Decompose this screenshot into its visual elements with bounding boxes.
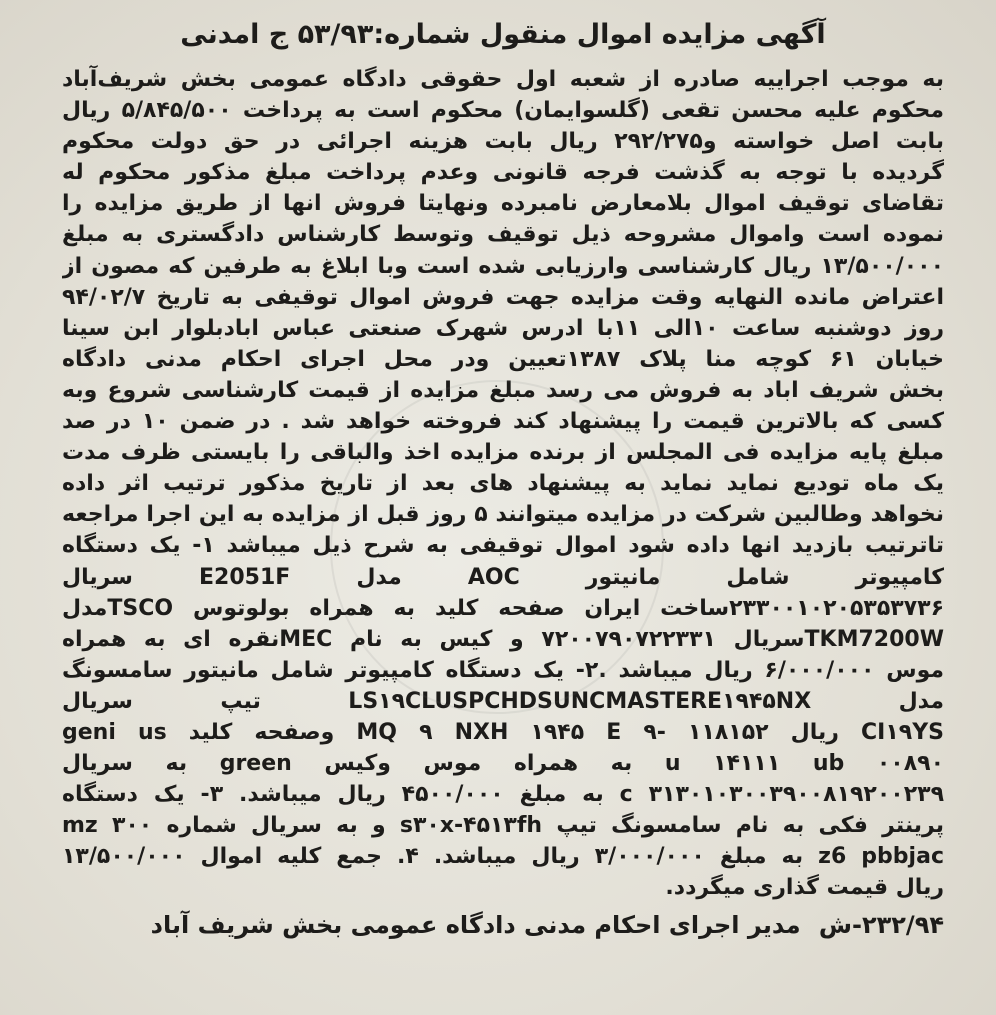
body-line: محکوم علیه محسن تقعی (گلسوایمان) محکوم است به پرداخت ۵/۸۴۵/۵۰۰ ریال	[62, 98, 944, 124]
body-line: تاترتیب بازدید انها داده شود اموال توقیفی به شرح ذیل میباشد ۱- یک دستگاه	[62, 533, 944, 559]
body-line: مبلغ پایه مزایده فی المجلس از برنده مزایده اخذ والباقی را بایستی ظرف مدت	[62, 440, 944, 466]
body-line: اعتراض مانده النهایه وقت مزایده جهت فروش اموال توقیفی به تاریخ ۹۴/۰۲/۷	[62, 284, 944, 310]
body-line: خیابان ۶۱ کوچه منا پلاک ۱۳۸۷تعیین ودر محل اجرای احکام مدنی دادگاه	[62, 346, 944, 372]
notice-footer	[62, 908, 944, 942]
body-line: کامپیوتر شامل مانیتور AOC مدل E2051F سریال	[62, 564, 944, 590]
body-line: ۱۳/۵۰۰/۰۰۰ ریال کارشناسی وارزیابی شده است وبا ابلاغ به طرفین که مصون از	[62, 253, 944, 279]
body-line: CI۱۹YS ریال ۱۱۸۱۵۲ -۹ MQ ۹ NXH ۱۹۴۵ E وصفحه کلید geni us	[62, 719, 944, 745]
notice-title: آگهی مزایده اموال منقول شماره:۵۳/۹۳ ج امدنی	[180, 19, 826, 50]
body-line: ۲۳۳۰۰۱۰۲۰۵۳۵۳۷۳۶ساخت ایران صفحه کلید به همراه بولوتوس TSCOمدل	[62, 595, 944, 621]
body-line: ۰۰۸۹۰ u ۱۴۱۱۱ ub به همراه موس وکیس green به سریال	[62, 751, 944, 777]
body-line: ریال قیمت گذاری میگردد.	[665, 875, 944, 901]
footer-signature: مدیر اجرای احکام مدنی دادگاه عمومی بخش شریف آباد	[150, 910, 801, 939]
body-line: c ۳۱۳۰۱۰۳۰۰۳۹۰۰۸۱۹۲۰۰۲۳۹ به مبلغ ۴۵۰۰/۰۰۰ ریال میباشد. ۳- یک دستگاه	[62, 782, 944, 808]
body-line: مدل LS۱۹CLUSPCHDSUNCMASTERE۱۹۴۵NX تیپ سریال	[62, 688, 944, 714]
body-line: z6 pbbjac به مبلغ ۳/۰۰۰/۰۰۰ ریال میباشد. ۴. جمع کلیه اموال ۱۳/۵۰۰/۰۰۰	[62, 844, 944, 870]
body-line: گردیده با توجه به گذشت فرجه قانونی وعدم پرداخت مبلغ مذکور محکوم له	[62, 160, 944, 186]
body-line: بخش شریف اباد به فروش می رسد مبلغ مزایده از قیمت کارشناسی شروع وبه	[62, 377, 944, 403]
body-line: TKM7200Wسریال ۷۲۰۰۷۹۰۷۲۲۳۳۱ و کیس به نام MECنقره ای به همراه	[62, 626, 944, 652]
body-line: بابت اصل خواسته و۲۹۲/۲۷۵ ریال بابت هزینه اجرائی در حق دولت محکوم	[62, 129, 944, 155]
body-line: کسی که بالاترین قیمت را پیشنهاد کند فروخته خواهد شد . در ضمن ۱۰ در صد	[62, 409, 944, 435]
body-line: تقاضای توقیف اموال بلامعارض نامبرده ونهایتا فروش انها از طریق مزایده را	[62, 191, 944, 217]
notice-body	[62, 64, 944, 904]
footer-code: ۲۳۲/۹۴-ش	[818, 910, 944, 939]
body-line: روز دوشنبه ساعت ۱۰الی ۱۱با ادرس شهرک صنعتی عباس ابادبلوار ابن سینا	[62, 315, 944, 341]
body-line: یک ماه تودیع نماید نماید به پیشنهاد های بعد از تاریخ مذکور ترتیب اثر داده	[62, 471, 944, 497]
body-line: پرینتر فکی به نام سامسونگ تیپ s۳۰x-۴۵۱۳fh و به سریال شماره mz ۳۰۰	[62, 813, 944, 839]
body-line: نخواهد وطالبین شرکت در مزایده میتوانند ۵ روز قبل از مزایده به این اجرا مراجعه	[62, 502, 944, 528]
body-line: به موجب اجراییه صادره از شعبه اول حقوقی دادگاه عمومی بخش شریف‌آباد	[62, 67, 944, 92]
body-line: موس ۶/۰۰۰/۰۰۰ ریال میباشد .۲- یک دستگاه کامپیوتر شامل مانیتور سامسونگ	[62, 657, 944, 683]
body-line: نموده است واموال مشروحه ذیل توقیف وتوسط کارشناس دادگستری به مبلغ	[62, 222, 944, 248]
